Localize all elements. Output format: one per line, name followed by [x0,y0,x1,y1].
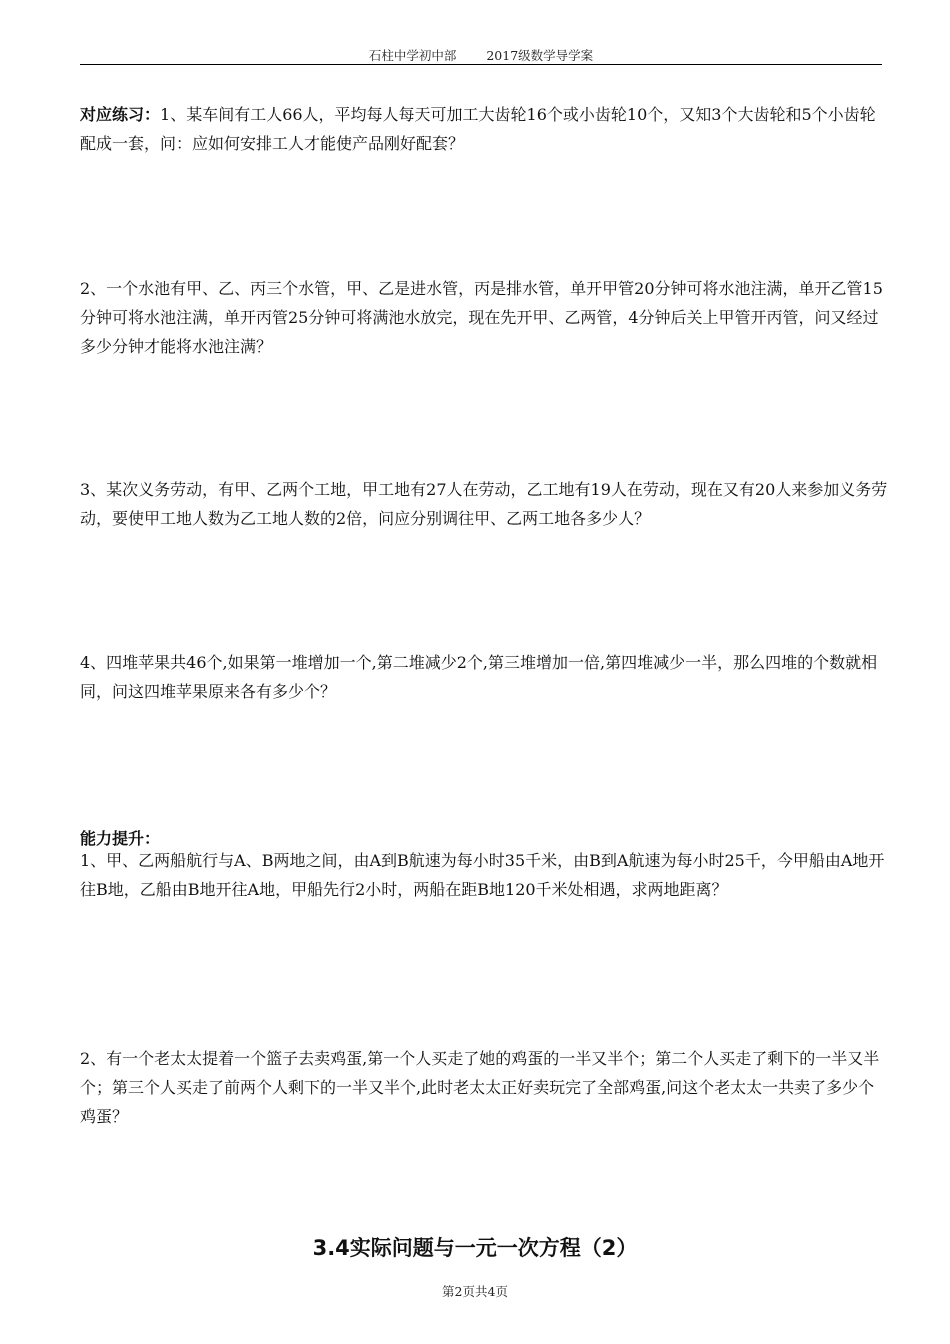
improve-question-2: 2、有一个老太太提着一个篮子去卖鸡蛋,第一个人买走了她的鸡蛋的一半又半个；第二个人买走了剩下的一半又半个；第三个人买走了前两个人剩下的一半又半个,此时老太太正好卖玩完了全部鸡蛋,问这个老太太一共卖了多少个鸡蛋？ [80,1049,880,1126]
page-header [80,46,882,64]
practice-question-3: 3、某次义务劳动，有甲、乙两个工地，甲工地有27人在劳动，乙工地有19人在劳动，现在又有20人来参加义务劳动，要使甲工地人数为乙工地人数的2倍，问应分别调往甲、乙两工地各多少人？ [80,480,888,528]
document-title: 3.4实际问题与一元一次方程（2） [312,1236,638,1260]
practice-label: 对应练习： [80,105,161,124]
header-school: 石柱中学初中部 [368,48,457,63]
improve-question-1: 1、甲、乙两船航行与A、B两地之间，由A到B航速为每小时35千米，由B到A航速为每小时25千，今甲船由A地开往B地，乙船由B地开往A地，甲船先行2小时，两船在距B地120千米处相遇，求两地距离？ [80,851,885,899]
practice-question-1 [80,100,890,158]
header-course: 2017级数学导学案 [486,48,594,63]
page-footer: 第2页共4页 [442,1284,508,1299]
practice-question-1-text: 1、某车间有工人66人，平均每人每天可加工大齿轮16个或小齿轮10个，又知3个大齿轮和5个小齿轮配成一套，问：应如何安排工人才能使产品刚好配套？ [80,105,876,153]
improve-section-title: 能力提升： [80,829,161,848]
header-rule [80,64,882,65]
practice-question-4: 4、四堆苹果共46个,如果第一堆增加一个,第二堆减少2个,第三堆增加一倍,第四堆减少一半，那么四堆的个数就相同，问这四堆苹果原来各有多少个？ [80,653,878,701]
practice-question-2: 2、一个水池有甲、乙、丙三个水管，甲、乙是进水管，丙是排水管，单开甲管20分钟可将水池注满，单开乙管15分钟可将水池注满，单开丙管25分钟可将满池水放完，现在先开甲、乙两管，4分钟后关上甲管开丙管，问又经过多少分钟才能将水池注满？ [80,279,883,356]
